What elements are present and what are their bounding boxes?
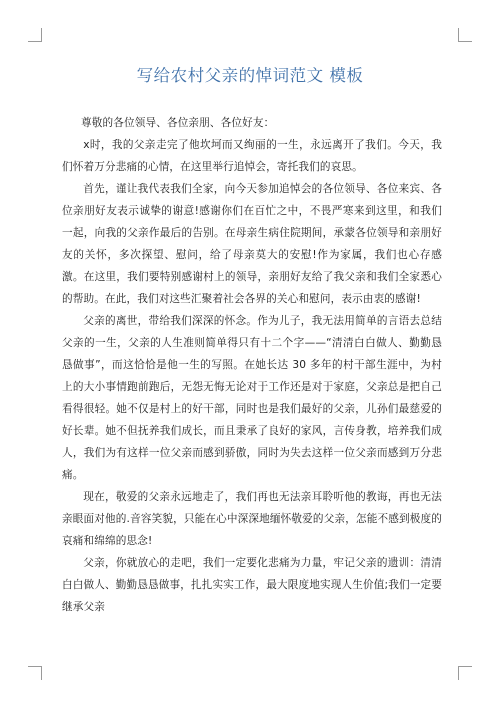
crop-mark-top-right-v [458, 28, 459, 42]
paragraph-2: 首先，谨让我代表我们全家，向今天参加追悼会的各位领导、各位来宾、各位亲朋好友表示诚挚的谢意!感谢你们在百忙之中，不畏严寒来到这里，和我们一起，向我的父亲作最后的告别。在母亲生病住院期间，承蒙各位领导和亲朋好友的关怀，多次探望、慰问，给了母亲莫大的安慰!作为家属，我们也心存感激。在这里，我们要特别感谢村上的领导，亲朋好友给了我父亲和我们全家悉心的帮助。在此，我们对这些汇聚着社会各界的关心和慰问，表示由衷的感谢! [62, 183, 442, 305]
document-body [62, 112, 442, 618]
crop-mark-bottom-left-h [28, 666, 42, 667]
salutation: 尊敬的各位领导、各位亲朋、各位好友： [81, 117, 275, 129]
paragraph-4: 现在，敬爱的父亲永远地走了，我们再也无法亲耳聆听他的教诲，再也无法亲眼面对他的.音容笑貌，只能在心中深深地缅怀敬爱的父亲，怎能不感到极度的哀痛和绵绵的思念! [62, 491, 442, 547]
crop-mark-top-left-v [41, 28, 42, 42]
paragraph-5: 父亲，你就放心的走吧，我们一定要化悲痛为力量，牢记父亲的遗训：清清白白做人、勤勤恳恳做事，扎扎实实工作，最大限度地实现人生价值;我们一定要继承父亲 [62, 557, 442, 613]
crop-mark-bottom-right-v [458, 666, 459, 680]
crop-mark-top-right-h [458, 41, 472, 42]
crop-mark-bottom-right-h [458, 666, 472, 667]
paragraph-3: 父亲的离世，带给我们深深的怀念。作为儿子，我无法用简单的言语去总结父亲的一生，父亲的人生准则简单得只有十二个字——“清清白白做人、勤勤恳恳做事”，而这恰恰是他一生的写照。在她长达 30 多年的村干部生涯中，为村上的大小事情跑前跑后，无怨无悔无论对于工作还是对于家庭，父亲总是把自己看得很轻。她不仅是村上的好干部，同时也是我们最好的父亲，儿孙们最慈爱的好长辈。她不但抚养我们成长，而且秉承了良好的家风，言传身教，培养我们成人，我们为有这样一位父亲而感到骄傲，同时为失去这样一位父亲而感到万分悲痛。 [62, 315, 442, 481]
paragraph-1: x时，我的父亲走完了他坎坷而又绚丽的一生，永远离开了我们。今天，我们怀着万分悲痛的心情，在这里举行追悼会，寄托我们的哀思。 [62, 139, 442, 173]
crop-mark-top-left-h [28, 41, 42, 42]
document-title: 写给农村父亲的悼词范文 模板 [136, 66, 364, 85]
crop-mark-bottom-left-v [41, 666, 42, 680]
